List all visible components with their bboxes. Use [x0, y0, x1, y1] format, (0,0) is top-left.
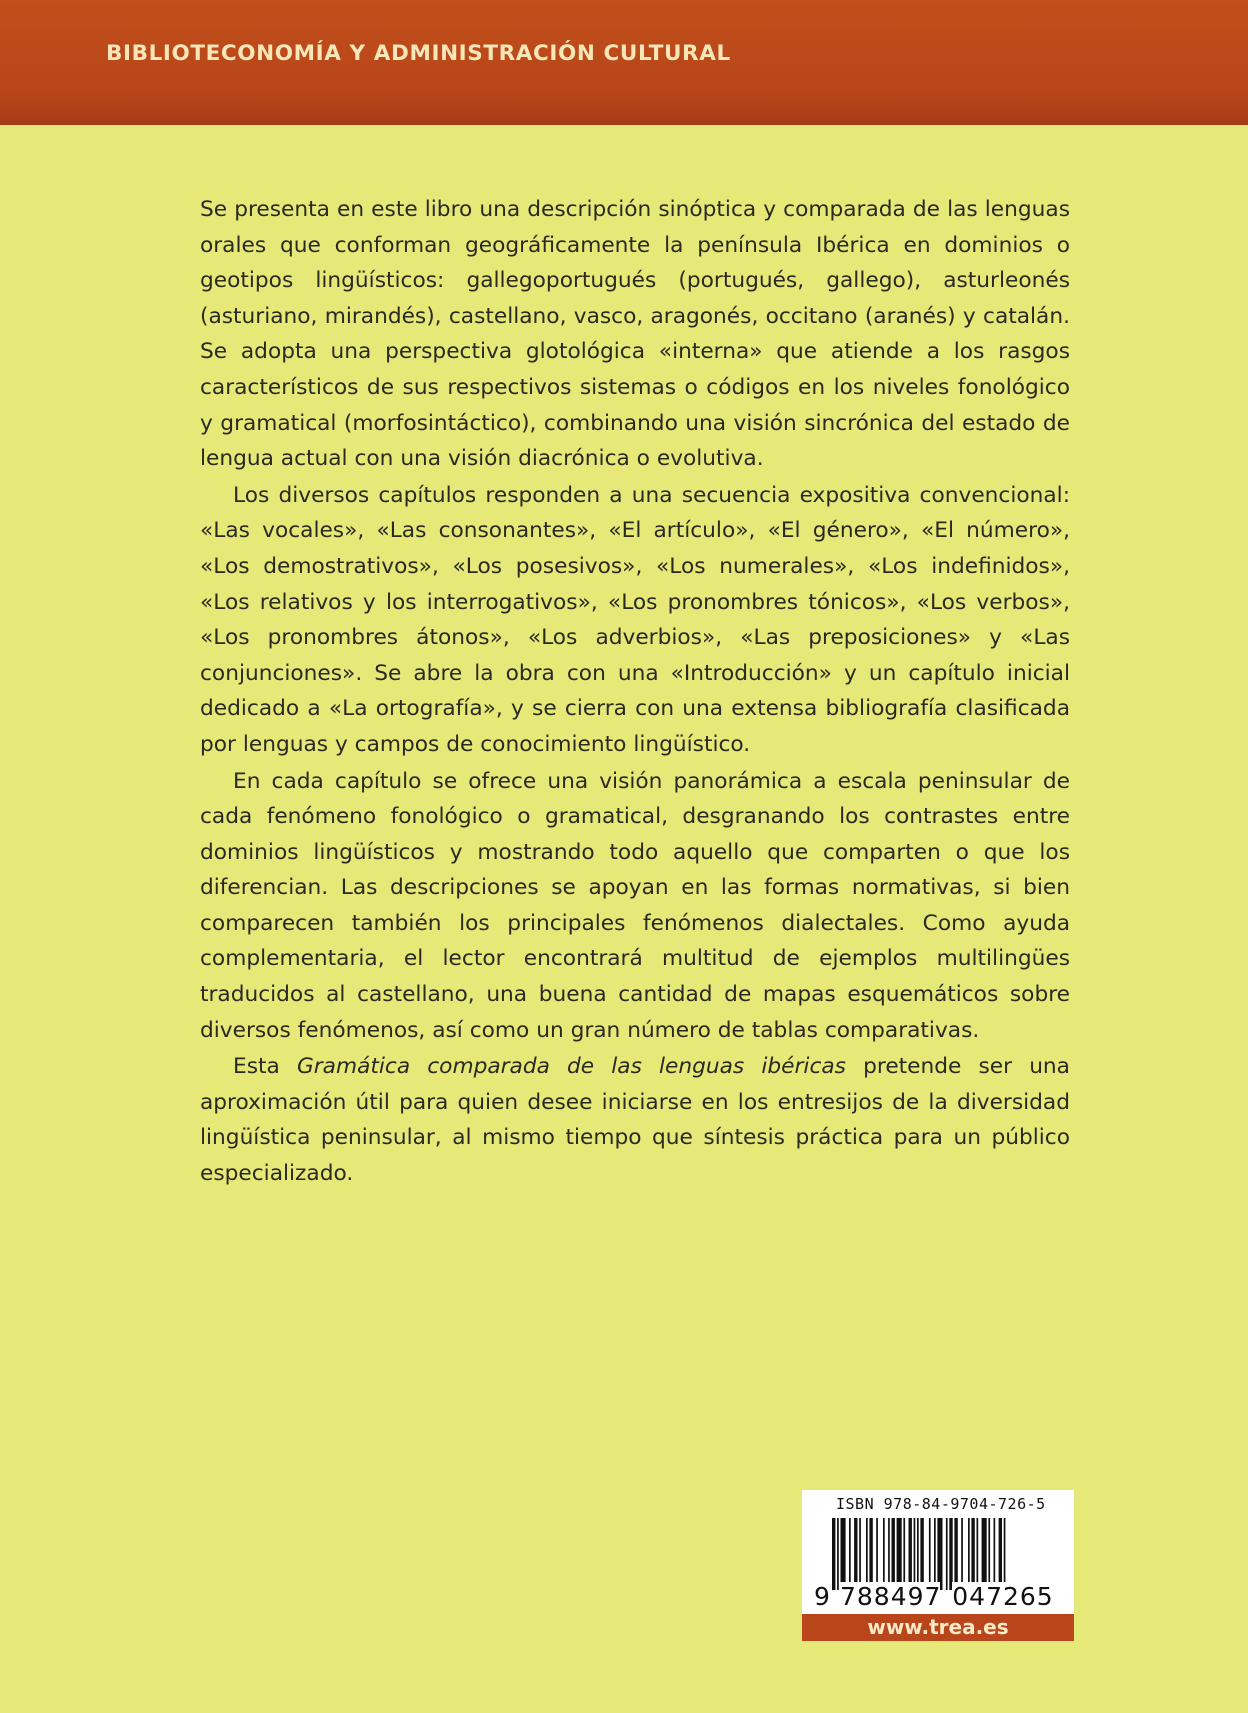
barcode-bar — [883, 1518, 885, 1590]
barcode-bar — [854, 1518, 857, 1590]
barcode-bar — [1004, 1518, 1006, 1590]
ean-first-digit: 9 — [814, 1582, 830, 1611]
barcode-bar — [903, 1518, 905, 1590]
blurb-p4-rest: pretende ser una aproximación útil para quien desee iniciarse en los entresijos de la diversidad lingüística peninsular, al mismo tiempo que síntesis práctica para un público especializado. — [200, 1054, 1070, 1187]
series-title: BIBLIOTECONOMÍA Y ADMINISTRACIÓN CULTURAL — [106, 41, 731, 66]
publisher-website: www.trea.es — [802, 1614, 1074, 1641]
barcode-bar — [934, 1518, 936, 1590]
barcode-bar — [849, 1518, 851, 1590]
barcode-bar — [859, 1518, 861, 1590]
isbn-barcode — [802, 1490, 1074, 1641]
series-band — [0, 0, 1248, 125]
barcode-bar — [961, 1518, 963, 1590]
blurb-paragraph-2: Los diversos capítulos responden a una secuencia expositiva convencional: «Las vocales», «Las consonantes», «El artículo», «El género», «El número», «Los demostrativos», «Los posesivos», «Los numerales», «Los indefinidos», «Los relativos y los interrogativos», «Los pronombres tónicos», «Los verbos», «Los pronombres átonos», «Los adverbios», «Las preposiciones» y «Las conjunciones». Se abre la obra con una «Introducción» y un capítulo inicial dedicado a «La ortografía», y se cierra con una extensa bibliografía clasificada por lenguas y campos de conocimiento lingüístico. — [200, 482, 1070, 757]
barcode-bar — [968, 1518, 970, 1590]
barcode-bar — [897, 1518, 902, 1590]
blurb-paragraph-4 — [200, 1049, 1070, 1191]
barcode-bar — [946, 1518, 948, 1590]
barcode-bar — [888, 1518, 890, 1590]
ean-right-digits: 047265 — [952, 1582, 1054, 1611]
barcode-bars — [832, 1518, 1060, 1590]
barcode-bar — [866, 1518, 868, 1590]
barcode-bar — [892, 1518, 895, 1590]
barcode-bar — [949, 1518, 952, 1590]
barcode-bar — [917, 1518, 919, 1590]
barcode-bar — [909, 1518, 912, 1590]
barcode-bar — [954, 1518, 957, 1590]
barcode-bar — [999, 1518, 1002, 1590]
barcode-bar — [920, 1518, 923, 1590]
barcode-bar — [837, 1518, 839, 1590]
barcode-bar — [914, 1518, 916, 1590]
barcode-bar — [869, 1518, 872, 1590]
barcode-bar — [832, 1518, 835, 1590]
barcode-bar — [937, 1518, 942, 1590]
barcode-bar — [841, 1518, 846, 1590]
barcode-bar — [971, 1518, 974, 1590]
book-title-italic: Gramática comparada de las lenguas ibéricas — [296, 1054, 846, 1080]
blurb-paragraph-3: En cada capítulo se ofrece una visión panorámica a escala peninsular de cada fenómeno fonológico o gramatical, desgranando los contrastes entre dominios lingüísticos y mostrando todo aquello que comparten o que los diferencian. Las descripciones se apoyan en las formas normativas, si bien comparecen también los principales fenómenos dialectales. Como ayuda complementaria, el lector encontrará multitud de ejemplos multilingües traducidos al castellano, una buena cantidad de mapas esquemáticos sobre diversos fenómenos, así como un gran número de tablas comparativas. — [200, 768, 1070, 1043]
blurb-paragraph-1: Se presenta en este libro una descripción sinóptica y comparada de las lenguas orales que conforman geográficamente la península Ibérica en dominios o geotipos lingüísticos: gallegoportugués (portugués, gallego), asturleonés (asturiano, mirandés), castellano, vasco, aragonés, occitano (aranés) y catalán. Se adopta una perspectiva glotológica «interna» que atiende a los rasgos característicos de sus respectivos sistemas o códigos en los niveles fonológico y gramatical (morfosintáctico), combinando una visión sincrónica del estado de lengua actual con una visión diacrónica o evolutiva. — [200, 197, 1070, 472]
ean-left-digits: 788497 — [840, 1582, 942, 1611]
barcode-bar — [977, 1518, 979, 1590]
barcode-bar — [876, 1518, 878, 1590]
isbn-number: ISBN 978-84-9704-726-5 — [836, 1495, 1046, 1513]
back-cover-blurb — [200, 192, 1070, 1192]
blurb-p4-start: Esta — [233, 1054, 280, 1080]
barcode-bar — [929, 1518, 931, 1590]
barcode-bar — [982, 1518, 987, 1590]
barcode-bar — [988, 1518, 990, 1590]
barcode-bar — [994, 1518, 996, 1590]
